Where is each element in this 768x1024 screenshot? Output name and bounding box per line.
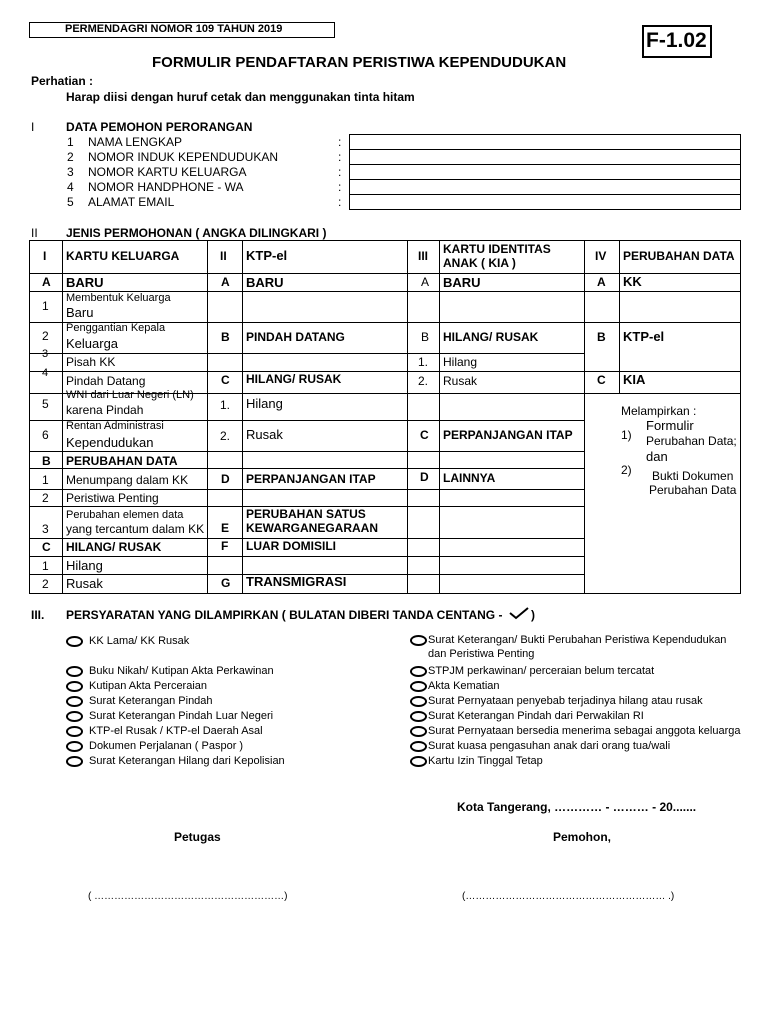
pemohon-label: Pemohon, [553, 830, 612, 844]
kia-item: Hilang [443, 355, 478, 369]
requirement-checkbox[interactable] [66, 696, 83, 707]
kk-hilang-rusak: HILANG/ RUSAK [66, 540, 162, 554]
ktp-sub-num: 2. [220, 429, 231, 443]
ktp-sub-num: 1. [220, 398, 231, 412]
kk-item: Peristiwa Penting [66, 491, 159, 505]
requirement-checkbox[interactable] [410, 756, 427, 767]
table-vline [407, 240, 408, 594]
pd-attach-item: Perubahan Data; [646, 434, 737, 448]
kia-lainnya: LAINNYA [443, 471, 496, 485]
requirement-checkbox[interactable] [410, 681, 427, 692]
header-ktp-el: KTP-el [246, 248, 288, 263]
kk-row-num: 5 [42, 397, 49, 411]
nama-lengkap-field[interactable] [349, 134, 741, 150]
requirement-checkbox[interactable] [410, 666, 427, 677]
kk-item: Pindah Datang [66, 374, 146, 388]
requirement-label: Surat Pernyataan bersedia menerima sebagai anggota keluarga [428, 725, 741, 737]
field-colon: : [338, 195, 342, 209]
ktp-hilang-rusak: HILANG/ RUSAK [246, 372, 342, 386]
pd-attach-item: Perubahan Data [649, 483, 737, 497]
kk-item: Membentuk Keluarga [66, 292, 171, 304]
requirement-checkbox[interactable] [66, 756, 83, 767]
header-perubahan-data: PERUBAHAN DATA [623, 249, 735, 263]
pd-attach-item: Bukti Dokumen [652, 469, 734, 483]
kia-sub-num: 1. [418, 355, 429, 369]
attention-text: Harap diisi dengan huruf cetak dan menggunakan tinta hitam [66, 90, 415, 104]
kk-row-num: 2 [42, 491, 49, 505]
ktp-baru: BARU [246, 275, 284, 290]
ktp-letter: C [221, 373, 230, 387]
kia-hilang-rusak: HILANG/ RUSAK [443, 330, 539, 344]
pd-letter: C [597, 373, 606, 387]
field-num: 2 [67, 150, 74, 164]
kk-item: Hilang [66, 558, 103, 573]
nomor-kk-field[interactable] [349, 164, 741, 180]
kk-row-num: 1 [42, 473, 49, 487]
section1-title: DATA PEMOHON PERORANGAN [66, 120, 253, 134]
handphone-field[interactable] [349, 179, 741, 195]
header-col-i: I [43, 249, 47, 263]
requirement-label: Kutipan Akta Perceraian [89, 680, 208, 692]
requirement-checkbox[interactable] [410, 726, 427, 737]
pemohon-signature[interactable]: (…………………………………………………… .) [462, 891, 675, 902]
petugas-signature[interactable]: ( …………………………………………………) [88, 891, 288, 902]
pd-letter: B [597, 330, 606, 344]
requirement-label: Surat Keterangan Hilang dari Kepolisian [89, 755, 285, 767]
header-col-iv: IV [595, 249, 607, 263]
attention-label: Perhatian : [31, 74, 94, 88]
kk-row-num: 2 [42, 577, 49, 591]
requirement-label: Kartu Izin Tinggal Tetap [428, 755, 543, 767]
section3-num: III. [31, 608, 45, 622]
field-label-nama: NAMA LENGKAP [88, 135, 183, 149]
pd-attach-num: 2) [621, 463, 632, 477]
table-vline [584, 240, 585, 594]
table-hline [29, 556, 585, 557]
form-title: FORMULIR PENDAFTARAN PERISTIWA KEPENDUDUKAN [152, 54, 567, 71]
pd-ktp-el: KTP-el [623, 329, 665, 344]
kk-row-num: 6 [42, 428, 49, 442]
pd-letter: A [597, 275, 606, 289]
ktp-item: Rusak [246, 427, 283, 442]
ktp-perpanjangan-itap: PERPANJANGAN ITAP [246, 472, 376, 486]
table-hline [29, 468, 585, 469]
place-date[interactable]: Kota Tangerang, ………… - ……… - 20....... [457, 800, 697, 814]
pd-kk: KK [623, 274, 642, 289]
field-colon: : [338, 135, 342, 149]
requirement-label: Akta Kematian [428, 680, 500, 692]
requirement-label: Dokumen Perjalanan ( Paspor ) [89, 740, 244, 752]
requirement-checkbox[interactable] [410, 696, 427, 707]
kk-row-num: 1 [42, 559, 49, 573]
kia-letter: C [420, 428, 429, 442]
ktp-status-kewarganegaraan: KEWARGANEGARAAN [246, 521, 378, 535]
table-hline [29, 353, 585, 354]
requirement-checkbox[interactable] [66, 636, 83, 647]
header-col-ii: II [220, 249, 227, 263]
pd-attach-item: Formulir [646, 418, 694, 433]
regulation-label: PERMENDAGRI NOMOR 109 TAHUN 2019 [65, 23, 283, 35]
kia-baru: BARU [443, 275, 481, 290]
form-code: F-1.02 [646, 29, 707, 52]
requirement-label: Surat Keterangan/ Bukti Perubahan Peristiwa Kependudukan [428, 634, 727, 646]
ktp-letter: F [221, 539, 229, 553]
kia-perpanjangan-itap: PERPANJANGAN ITAP [443, 428, 573, 442]
kk-letter: B [42, 454, 51, 468]
kia-sub-num: 2. [418, 374, 429, 388]
requirement-label: Surat Pernyataan penyebab terjadinya hilang atau rusak [428, 695, 703, 707]
kia-letter: A [421, 275, 430, 289]
header-kartu-keluarga: KARTU KELUARGA [66, 249, 180, 263]
kk-item: Baru [66, 305, 94, 320]
kk-row-num: 2 [42, 329, 49, 343]
requirement-checkbox[interactable] [66, 741, 83, 752]
requirement-checkbox[interactable] [410, 741, 427, 752]
field-label-hp: NOMOR HANDPHONE - WA [88, 180, 244, 194]
requirement-label: KTP-el Rusak / KTP-el Daerah Asal [89, 725, 263, 737]
kk-item: Rentan Administrasi [66, 420, 164, 432]
pd-kia: KIA [623, 372, 646, 387]
pd-attach-num: 1) [621, 428, 632, 442]
pd-melampirkan: Melampirkan : [621, 404, 697, 418]
kk-item: Kependudukan [66, 435, 154, 450]
header-kia-line1: KARTU IDENTITAS [443, 242, 551, 256]
field-label-nik: NOMOR INDUK KEPENDUDUKAN [88, 150, 279, 164]
kk-row-num: 1 [42, 299, 49, 313]
field-colon: : [338, 180, 342, 194]
requirement-label: Surat Keterangan Pindah [89, 695, 213, 707]
kia-letter: D [420, 470, 429, 484]
header-col-iii: III [418, 249, 429, 263]
checkmark-icon [508, 606, 530, 620]
field-label-email: ALAMAT EMAIL [88, 195, 175, 209]
ktp-letter: B [221, 330, 230, 344]
requirement-label: dan Peristiwa Penting [428, 648, 535, 660]
kk-item: Pisah KK [66, 355, 116, 369]
requirement-checkbox[interactable] [66, 726, 83, 737]
field-colon: : [338, 165, 342, 179]
section2-title: JENIS PERMOHONAN ( ANGKA DILINGKARI ) [66, 226, 327, 240]
section2-num: II [31, 226, 38, 240]
ktp-luar-domisili: LUAR DOMISILI [246, 539, 336, 553]
kk-item: karena Pindah [66, 403, 144, 417]
requirement-label: Surat Keterangan Pindah Luar Negeri [89, 710, 274, 722]
table-vline [439, 240, 440, 594]
table-vline [242, 240, 243, 594]
ktp-letter: D [221, 472, 230, 486]
kk-item: Penggantian Kepala [66, 322, 166, 334]
kia-item: Rusak [443, 374, 478, 388]
requirement-checkbox[interactable] [66, 681, 83, 692]
requirement-label: KK Lama/ KK Rusak [89, 635, 190, 647]
kk-perubahan-data: PERUBAHAN DATA [66, 454, 178, 468]
field-num: 3 [67, 165, 74, 179]
table-hline [29, 451, 585, 452]
table-hline [29, 489, 585, 490]
requirement-checkbox[interactable] [66, 666, 83, 677]
requirement-label: Buku Nikah/ Kutipan Akta Perkawinan [89, 665, 274, 677]
field-num: 4 [67, 180, 74, 194]
section3-title: PERSYARATAN YANG DILAMPIRKAN ( BULATAN DIBERI TANDA CENTANG - [66, 608, 503, 622]
ktp-letter: G [221, 576, 231, 590]
email-field[interactable] [349, 194, 741, 210]
header-kia-line2: ANAK ( KIA ) [443, 256, 516, 270]
ktp-item: Hilang [246, 396, 283, 411]
kia-letter: B [421, 330, 430, 344]
kk-item: WNI dari Luar Negeri (LN) [66, 389, 194, 401]
kk-letter: A [42, 275, 51, 289]
ktp-pindah-datang: PINDAH DATANG [246, 330, 345, 344]
table-vline [207, 240, 208, 594]
kk-row-num: 3 [42, 522, 49, 536]
ktp-letter: A [221, 275, 230, 289]
requirement-label: STPJM perkawinan/ perceraian belum tercatat [428, 665, 655, 677]
requirement-label: Surat Keterangan Pindah dari Perwakilan RI [428, 710, 644, 722]
kk-item: Menumpang dalam KK [66, 473, 189, 487]
kk-row-num: 4 [42, 367, 49, 379]
ktp-transmigrasi: TRANSMIGRASI [246, 574, 347, 589]
kk-item: Perubahan elemen data [66, 509, 184, 521]
ktp-status-kewarganegaraan: PERUBAHAN SATUS [246, 507, 366, 521]
kk-item: Rusak [66, 576, 103, 591]
ktp-letter: E [221, 521, 230, 535]
requirement-label: Surat kuasa pengasuhan anak dari orang tua/wali [428, 740, 671, 752]
field-label-kk: NOMOR KARTU KELUARGA [88, 165, 247, 179]
table-vline [62, 240, 63, 594]
section3-title-end: ) [531, 608, 535, 622]
kk-baru: BARU [66, 275, 104, 290]
requirement-checkbox[interactable] [66, 711, 83, 722]
petugas-label: Petugas [174, 830, 221, 844]
kk-row-num: 3 [42, 348, 49, 360]
nik-field[interactable] [349, 149, 741, 165]
kk-item: yang tercantum dalam KK [66, 522, 205, 536]
pd-attach-item: dan [646, 449, 668, 464]
field-colon: : [338, 150, 342, 164]
kk-item: Keluarga [66, 336, 119, 351]
field-num: 5 [67, 195, 74, 209]
requirement-checkbox[interactable] [410, 711, 427, 722]
requirement-checkbox[interactable] [410, 635, 427, 646]
section1-num: I [31, 120, 35, 134]
field-num: 1 [67, 135, 74, 149]
kk-letter: C [42, 540, 51, 554]
